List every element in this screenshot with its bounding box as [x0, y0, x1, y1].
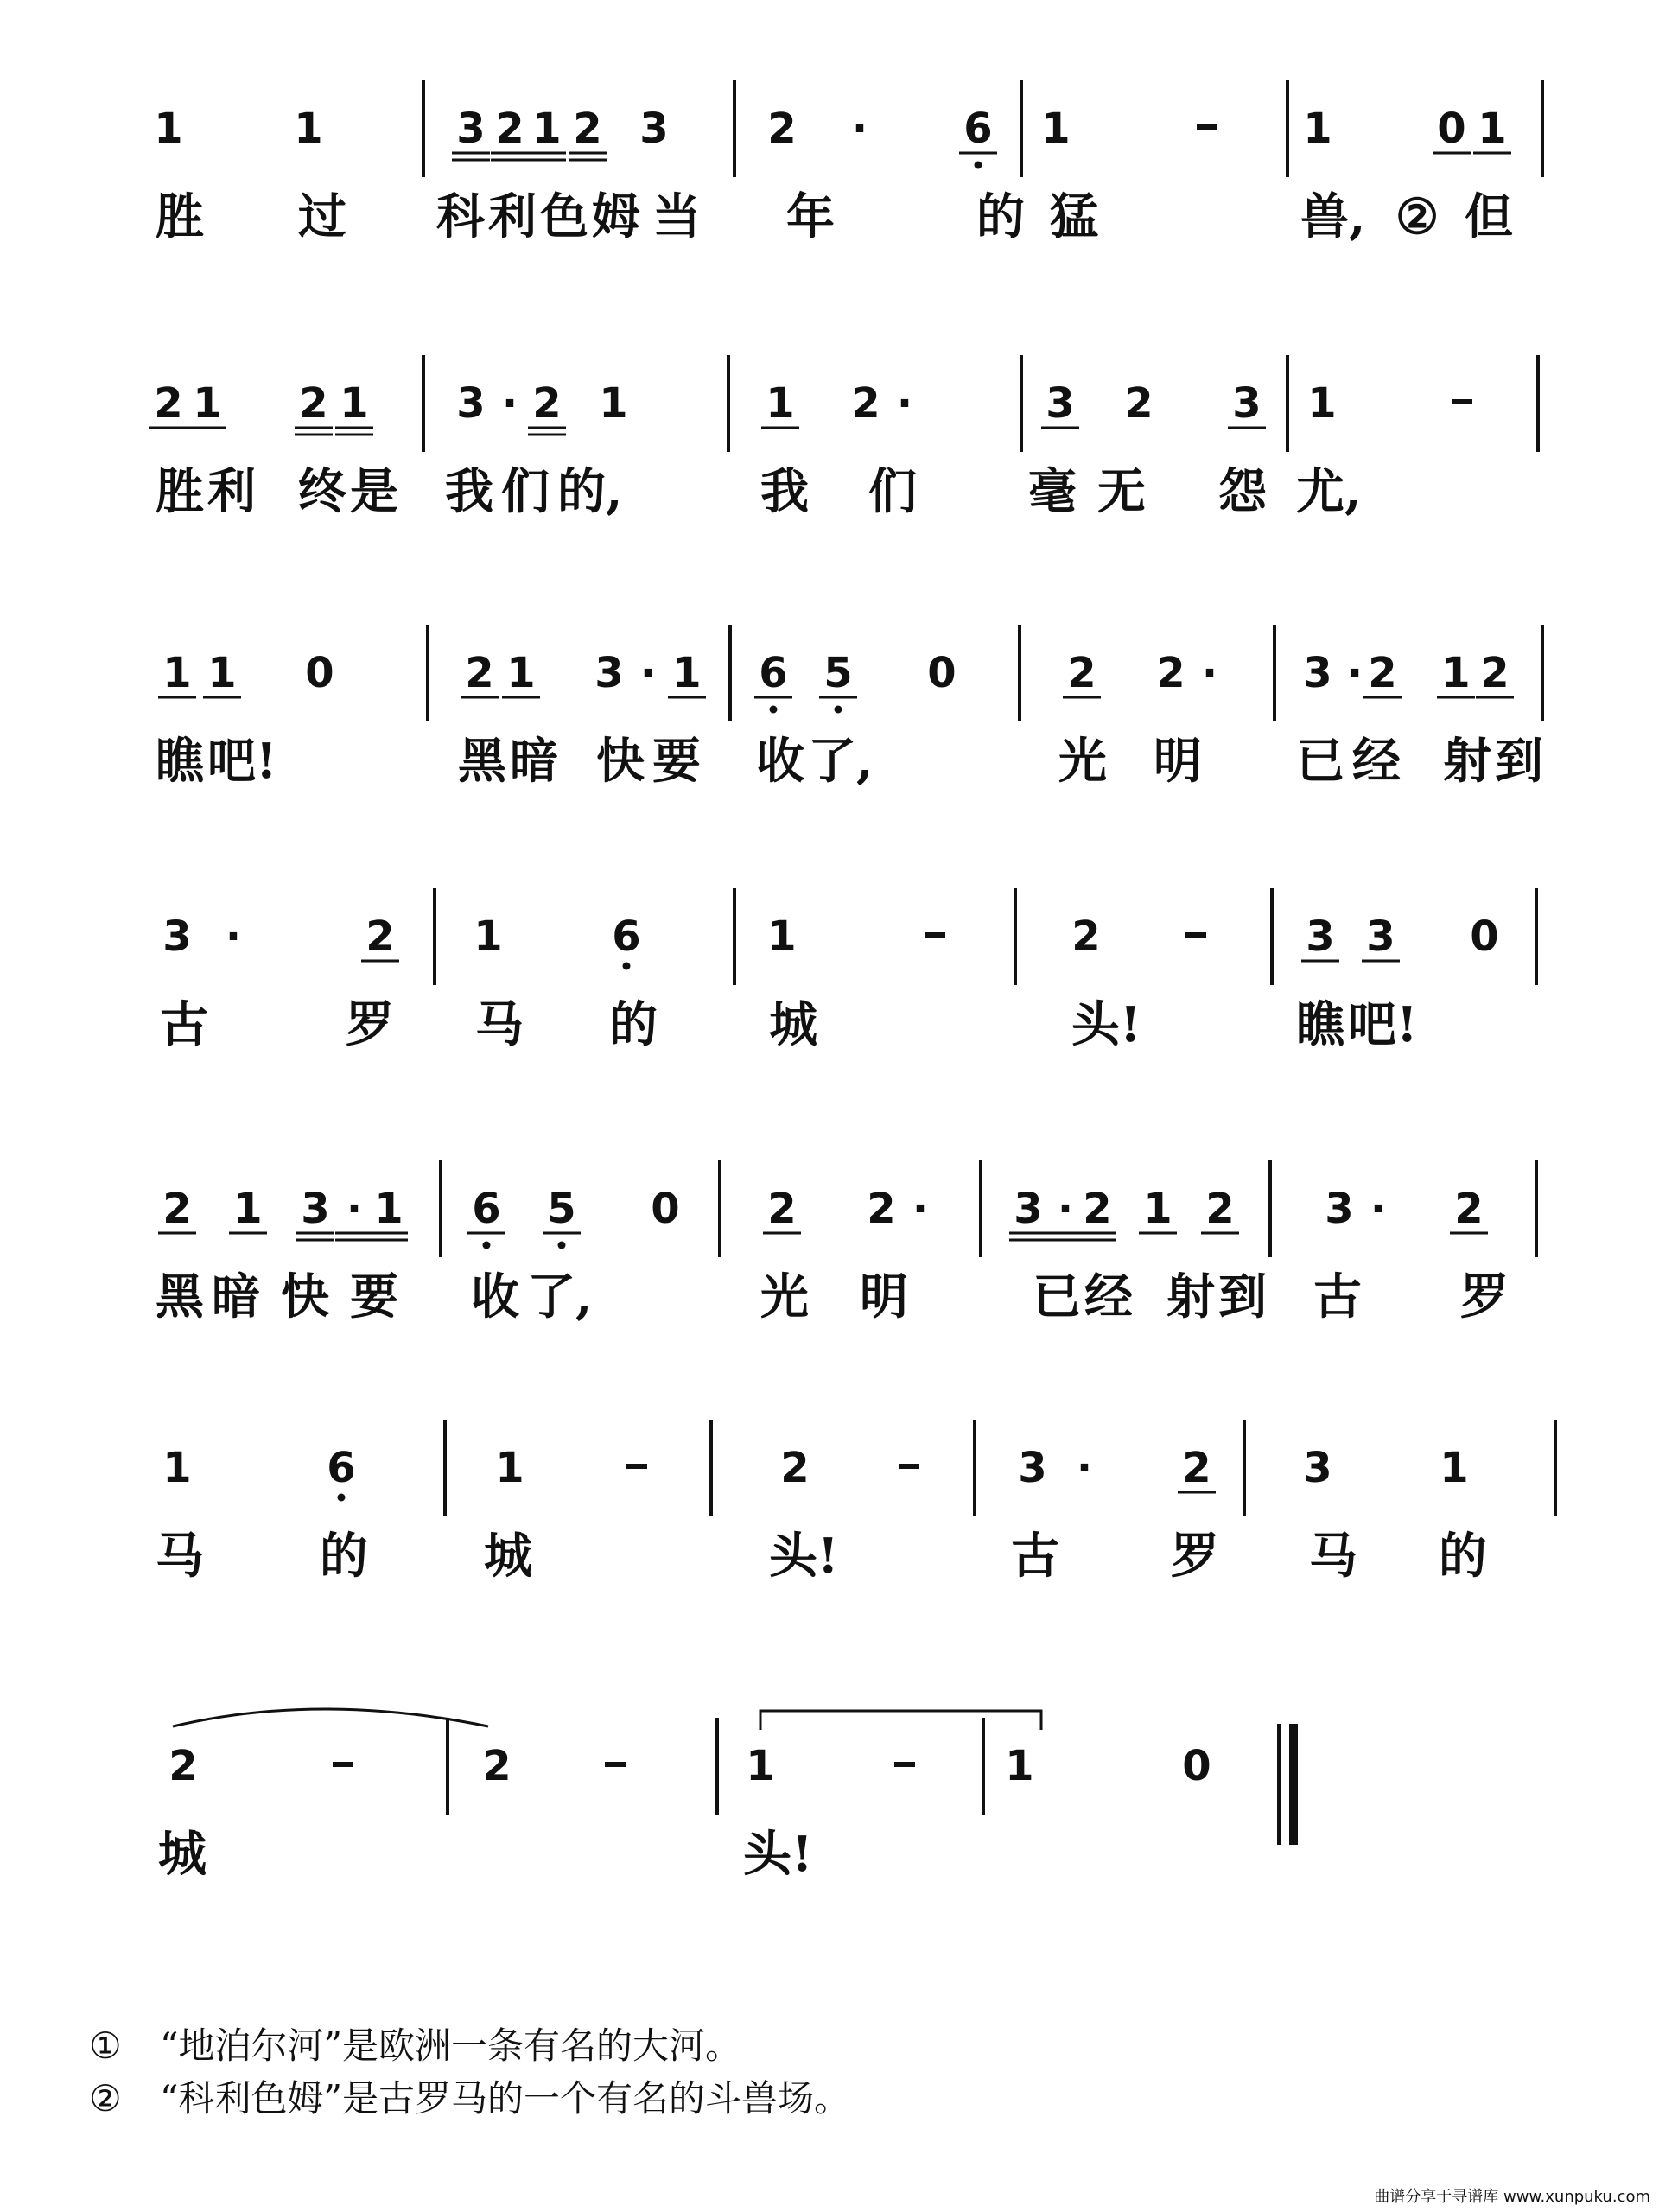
- note-digit: 3: [639, 105, 669, 153]
- note-digit: 2: [168, 1742, 198, 1790]
- lyric-syllable: 要: [350, 1268, 398, 1325]
- lyric-syllable: 收: [756, 733, 804, 790]
- footnote-mark-1: ①: [89, 2024, 122, 2067]
- note-digit: 6: [472, 1185, 501, 1233]
- note-digit: 3: [1232, 379, 1262, 428]
- note-digit: 2: [1071, 912, 1101, 961]
- note-digit: 3: [1046, 379, 1075, 428]
- lower-octave-dot: [975, 162, 982, 169]
- note-digit: 3: [456, 379, 486, 428]
- note-digit: 3: [1018, 1444, 1047, 1492]
- lower-octave-dot: [623, 963, 631, 970]
- lyric-syllable: 光: [1058, 733, 1107, 790]
- lyric-syllable: 胜: [156, 188, 204, 245]
- lyric-syllable: 胜: [156, 463, 204, 520]
- note-digit: 1: [506, 649, 536, 697]
- note-digit: 1: [1441, 649, 1471, 697]
- note-digit: 6: [963, 105, 993, 153]
- augmentation-dot: ·: [1076, 1444, 1093, 1492]
- note-digit: 1: [599, 379, 628, 428]
- lyric-syllable: 尤,: [1296, 463, 1362, 520]
- note-digit: 1: [532, 105, 562, 153]
- lyric-syllable: 兽,: [1300, 188, 1366, 245]
- lower-octave-dot: [483, 1242, 491, 1249]
- lyric-syllable: 利: [488, 188, 537, 245]
- note-digit: 2: [162, 1185, 192, 1233]
- note-digit: 3: [162, 912, 192, 961]
- augmentation-dot: ·: [1346, 649, 1363, 697]
- note-digit: 1: [1307, 379, 1337, 428]
- augmentation-dot: ·: [1201, 649, 1218, 697]
- lyric-syllable: 的: [976, 188, 1025, 245]
- note-digit: 2: [495, 105, 524, 153]
- lyric-syllable: 快: [281, 1268, 329, 1325]
- footnote-mark-2: ②: [89, 2077, 122, 2120]
- lyric-syllable: 猛: [1050, 188, 1098, 245]
- note-digit: 0: [1470, 912, 1499, 961]
- note-digit: 2: [299, 379, 328, 428]
- lyric-syllable: 的: [609, 996, 658, 1053]
- note-digit: 1: [340, 379, 369, 428]
- note-digit: 1: [193, 379, 222, 428]
- lower-octave-dot: [338, 1494, 346, 1502]
- note-digit: 2: [1480, 649, 1510, 697]
- note-digit: 1: [767, 912, 797, 961]
- tie-arc: [173, 1709, 488, 1726]
- note-digit: 1: [1303, 105, 1332, 153]
- note-digit: 2: [465, 649, 494, 697]
- footnotes: [89, 2024, 850, 2120]
- lyric-syllable: 城: [769, 996, 817, 1053]
- lyric-syllable: 的: [1439, 1528, 1487, 1585]
- lyric-syllable: 吧!: [1348, 996, 1418, 1053]
- score-systems: [149, 80, 1555, 1883]
- lyric-syllable: 年: [786, 188, 835, 245]
- lower-octave-dot: [558, 1242, 566, 1249]
- lyric-syllable: 瞧: [1296, 996, 1344, 1053]
- note-digit: 3: [1306, 912, 1335, 961]
- lyric-syllable: 黑: [458, 733, 506, 790]
- lyric-syllable: 科: [436, 188, 485, 245]
- lyric-syllable: 马: [156, 1528, 204, 1585]
- system-7: [158, 1718, 1211, 1883]
- note-digit: 5: [547, 1185, 576, 1233]
- note-digit: 3: [1014, 1185, 1043, 1233]
- note-digit: 3: [1303, 1444, 1332, 1492]
- note-digit: 1: [746, 1742, 775, 1790]
- note-digit: 2: [1156, 649, 1185, 697]
- note-digit: 2: [154, 379, 183, 428]
- note-digit: 2: [365, 912, 395, 961]
- lyric-syllable: 射: [1443, 733, 1491, 790]
- lyric-syllable: 姆: [592, 188, 640, 245]
- augmentation-dot: ·: [501, 379, 518, 428]
- lyric-syllable: 但: [1465, 188, 1513, 245]
- lyric-syllable: 射: [1166, 1268, 1215, 1325]
- note-digit: 0: [651, 1185, 680, 1233]
- note-digit: 3: [1325, 1185, 1354, 1233]
- lyric-syllable: 我: [760, 463, 809, 520]
- note-digit: 0: [1182, 1742, 1211, 1790]
- lyric-syllable: 马: [1309, 1528, 1357, 1585]
- lyric-syllable: 已: [1296, 733, 1344, 790]
- note-digit: 3: [594, 649, 624, 697]
- note-digit: 1: [1005, 1742, 1034, 1790]
- lyric-syllable: 城: [484, 1528, 532, 1585]
- lower-octave-dot: [770, 706, 778, 714]
- lyric-syllable: 古: [1011, 1528, 1059, 1585]
- note-digit: 1: [154, 105, 183, 153]
- watermark: 曲谱分享于寻谱库 www.xunpuku.com: [1374, 2188, 1650, 2206]
- note-digit: 2: [767, 105, 797, 153]
- note-digit: 1: [495, 1444, 524, 1492]
- augmentation-dot: ·: [639, 649, 657, 697]
- lyric-syllable: 古: [160, 996, 208, 1053]
- note-digit: 2: [780, 1444, 810, 1492]
- note-digit: 2: [1083, 1185, 1112, 1233]
- note-digit: 1: [294, 105, 323, 153]
- note-digit: 1: [1478, 105, 1507, 153]
- note-digit: 2: [532, 379, 562, 428]
- augmentation-dot: ·: [896, 379, 913, 428]
- note-digit: 2: [867, 1185, 896, 1233]
- lyric-syllable: 光: [760, 1268, 809, 1325]
- system-2: [149, 355, 1538, 520]
- lyric-syllable: 经: [1084, 1268, 1133, 1325]
- system-4: [160, 888, 1536, 1053]
- note-digit: 2: [851, 379, 880, 428]
- lyric-syllable: 城: [158, 1826, 207, 1883]
- note-digit: 1: [162, 1444, 192, 1492]
- note-digit: 1: [1041, 105, 1071, 153]
- note-digit: 2: [1067, 649, 1096, 697]
- augmentation-dot: ·: [1370, 1185, 1387, 1233]
- lyric-syllable: 利: [207, 463, 256, 520]
- lyric-syllable: 明: [1154, 733, 1202, 790]
- lyric-syllable: 了,: [527, 1268, 593, 1325]
- lyric-syllable: ②: [1395, 188, 1440, 245]
- note-digit: 6: [612, 912, 641, 961]
- footnote-text-1: “地泊尔河”是欧洲一条有名的大河。: [160, 2024, 741, 2067]
- lyric-syllable: 马: [475, 996, 524, 1053]
- lyric-syllable: 明: [860, 1268, 908, 1325]
- lyric-syllable: 快: [596, 733, 645, 790]
- augmentation-dot: ·: [346, 1185, 363, 1233]
- lyric-syllable: 要: [652, 733, 701, 790]
- lyric-syllable: 是: [350, 463, 398, 520]
- system-5: [156, 1160, 1536, 1325]
- note-digit: 5: [823, 649, 853, 697]
- lyric-syllable: 罗: [1171, 1528, 1219, 1585]
- note-digit: 1: [207, 649, 237, 697]
- note-digit: 2: [1124, 379, 1154, 428]
- lyric-syllable: 经: [1352, 733, 1401, 790]
- lyric-syllable: 了,: [808, 733, 874, 790]
- lyric-syllable: 我: [445, 463, 493, 520]
- lyric-syllable: 的,: [557, 463, 623, 520]
- lyric-syllable: 黑: [156, 1268, 204, 1325]
- note-digit: 1: [1143, 1185, 1173, 1233]
- lyric-syllable: 古: [1313, 1268, 1362, 1325]
- note-digit: 1: [162, 649, 192, 697]
- lyric-syllable: 毫: [1028, 463, 1077, 520]
- system-3: [156, 625, 1543, 790]
- note-digit: 3: [1366, 912, 1395, 961]
- lyric-syllable: 到: [1218, 1268, 1267, 1325]
- lyric-syllable: 终: [298, 463, 346, 520]
- system-1: [154, 80, 1542, 245]
- note-digit: 0: [305, 649, 334, 697]
- lyric-syllable: 罗: [1460, 1268, 1509, 1325]
- note-digit: 6: [759, 649, 788, 697]
- lower-octave-dot: [835, 706, 842, 714]
- lyric-syllable: 吧!: [207, 733, 277, 790]
- augmentation-dot: ·: [225, 912, 242, 961]
- note-digit: 3: [456, 105, 486, 153]
- augmentation-dot: ·: [851, 105, 868, 153]
- note-digit: 2: [1182, 1444, 1211, 1492]
- note-digit: 2: [1454, 1185, 1484, 1233]
- note-digit: 1: [374, 1185, 404, 1233]
- note-digit: 1: [1440, 1444, 1469, 1492]
- lyric-syllable: 过: [298, 188, 346, 245]
- note-digit: 1: [766, 379, 795, 428]
- note-digit: 2: [482, 1742, 512, 1790]
- note-digit: 2: [573, 105, 602, 153]
- lyric-syllable: 头!: [1071, 996, 1141, 1053]
- note-digit: 6: [327, 1444, 356, 1492]
- note-digit: 3: [301, 1185, 330, 1233]
- lyric-syllable: 的: [320, 1528, 368, 1585]
- note-digit: 0: [927, 649, 957, 697]
- lyric-syllable: 已: [1033, 1268, 1081, 1325]
- lyric-syllable: 色: [540, 188, 588, 245]
- lyric-syllable: 罗: [346, 996, 394, 1053]
- note-digit: 3: [1303, 649, 1332, 697]
- note-digit: 2: [1205, 1185, 1235, 1233]
- lyric-syllable: 们: [868, 463, 917, 520]
- augmentation-dot: ·: [1057, 1185, 1074, 1233]
- lyric-syllable: 怨: [1218, 463, 1267, 520]
- lyric-syllable: 们: [501, 463, 550, 520]
- note-digit: 1: [474, 912, 503, 961]
- lyric-syllable: 头!: [769, 1528, 839, 1585]
- footnote-text-2: “科利色姆”是古罗马的一个有名的斗兽场。: [160, 2077, 850, 2120]
- lyric-syllable: 当: [652, 188, 701, 245]
- lyric-syllable: 头!: [743, 1826, 813, 1883]
- note-digit: 0: [1437, 105, 1466, 153]
- note-digit: 1: [672, 649, 702, 697]
- lyric-syllable: 收: [471, 1268, 519, 1325]
- lyric-syllable: 暗: [212, 1268, 260, 1325]
- lyric-syllable: 暗: [510, 733, 558, 790]
- lyric-syllable: 无: [1097, 463, 1146, 520]
- note-digit: 2: [1368, 649, 1397, 697]
- augmentation-dot: ·: [912, 1185, 929, 1233]
- system-6: [156, 1420, 1555, 1585]
- tie-bracket: [760, 1711, 1041, 1730]
- lyric-syllable: 到: [1495, 733, 1543, 790]
- note-digit: 1: [233, 1185, 263, 1233]
- lyric-syllable: 瞧: [156, 733, 204, 790]
- note-digit: 2: [767, 1185, 797, 1233]
